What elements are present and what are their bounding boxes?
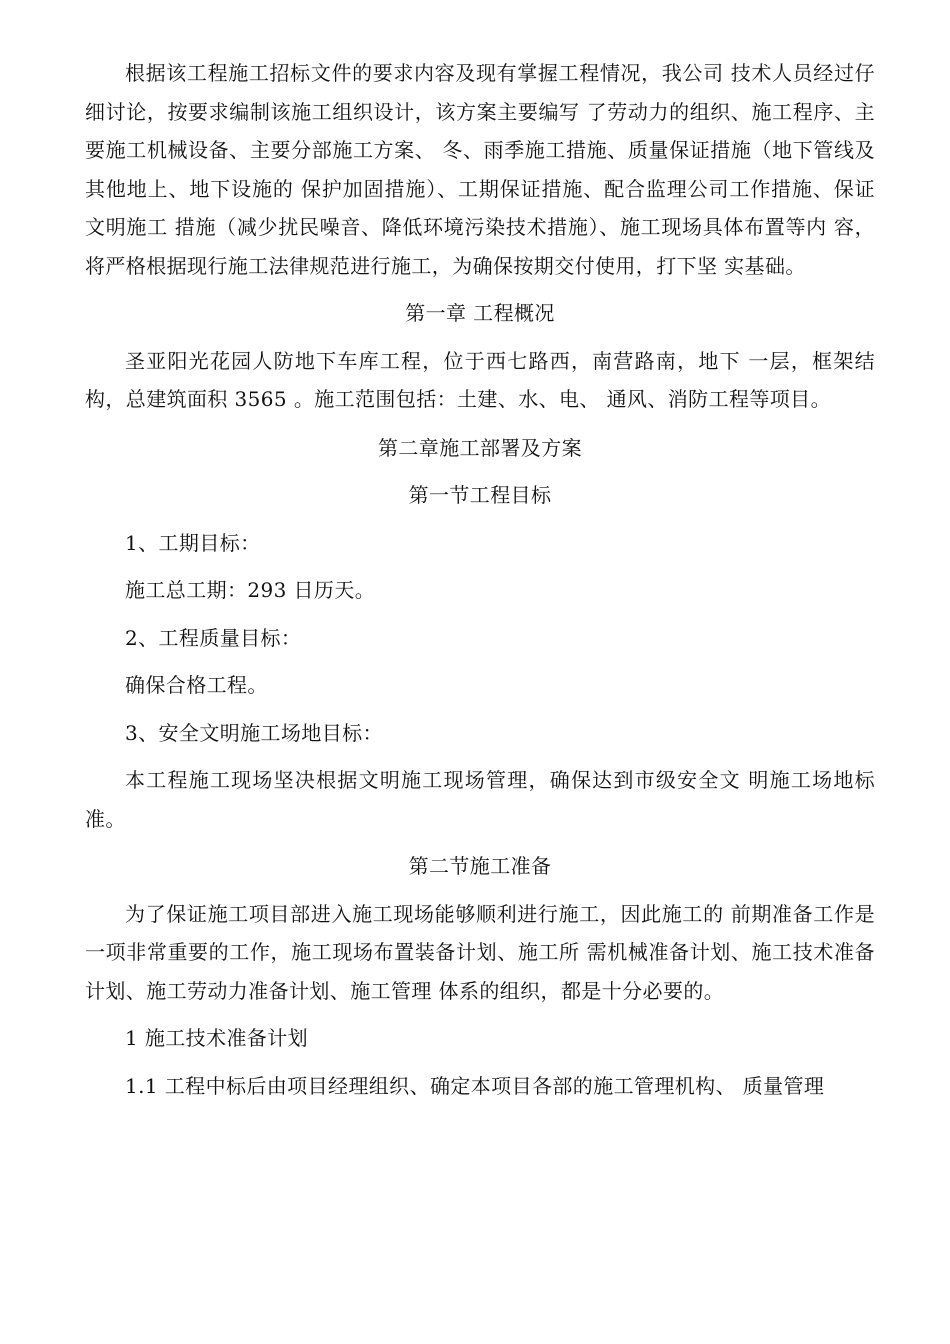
plan-1-heading: 1 施工技术准备计划	[125, 1026, 309, 1050]
goal-3-text: 本工程施工现场坚决根据文明施工现场管理，确保达到市级安全文 明施工场地标准。	[85, 768, 875, 831]
document-page	[85, 54, 875, 1114]
goal-2-label: 2、工程质量目标：	[125, 625, 302, 650]
chapter-2-heading: 第二章施工部署及方案	[378, 435, 582, 460]
goal-1-text: 施工总工期：293 日历天。	[125, 578, 376, 602]
goal-3-label: 3、安全文明施工场地目标：	[125, 720, 383, 745]
chapter-1-heading: 第一章 工程概况	[405, 301, 555, 325]
section-2-heading: 第二节施工准备	[408, 854, 552, 878]
chapter-1-paragraph: 圣亚阳光花园人防地下车库工程，位于西七路西，南营路南，地下 一层，框架结构，总建筑面积 3565 。施工范围包括：土建、水、电、 通风、消防工程等项目。	[85, 348, 875, 411]
intro-paragraph: 根据该工程施工招标文件的要求内容及现有掌握工程情况，我公司 技术人员经过仔细讨论，按要求编制该施工组织设计，该方案主要编写 了劳动力的组织、施工程序、主要施工机械设备、主要分部施工方案、 冬、雨季施工措施、质量保证措施（地下管线及其他地上、地下设施的 保护加固措施）、工期保证措施、配合监理公司工作措施、保证文明施工 措施（减少扰民噪音、降低环境污染技术措施）、施工现场具体布置等内 容，将严格根据现行施工法律规范进行施工，为确保按期交付使用，打下坚 实基础。	[85, 61, 875, 278]
section-1-heading: 第一节工程目标	[408, 483, 552, 507]
plan-1-1-paragraph: 1.1 工程中标后由项目经理组织、确定本项目各部的施工管理机构、 质量管理	[125, 1073, 825, 1098]
goal-2-text: 确保合格工程。	[125, 673, 268, 697]
section-2-paragraph: 为了保证施工项目部进入施工现场能够顺利进行施工，因此施工的 前期准备工作是一项非常重要的工作，施工现场布置装备计划、施工所 需机械准备计划、施工技术准备计划、施工劳动力准备计划、施工管理 体系的组织，都是十分必要的。	[85, 901, 875, 1003]
goal-1-label: 1、工期目标：	[125, 530, 261, 555]
